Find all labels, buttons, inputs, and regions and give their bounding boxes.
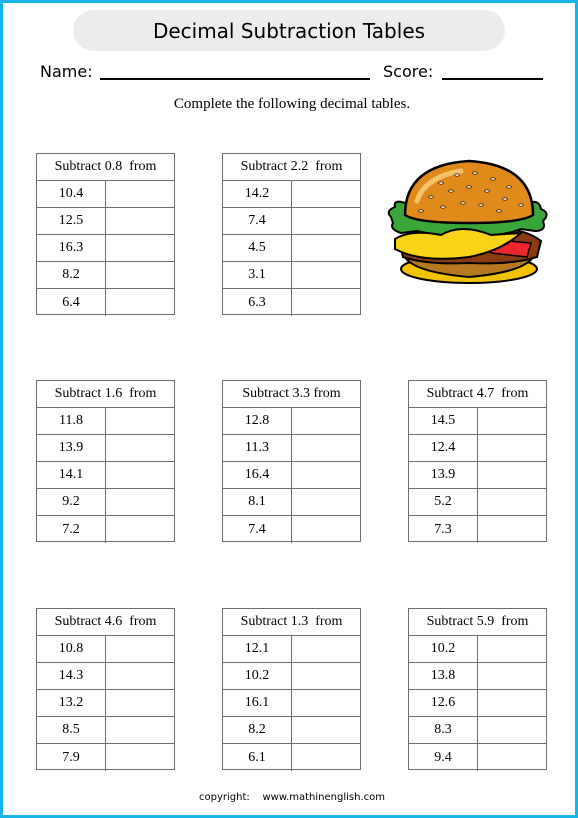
- answer-cell[interactable]: [106, 235, 174, 261]
- table-row: [223, 289, 360, 316]
- table-row: [223, 744, 360, 771]
- table-row: [223, 489, 360, 516]
- table-value: 13.2: [37, 690, 106, 716]
- table-row: [37, 262, 174, 289]
- table-row: [37, 636, 174, 663]
- score-field[interactable]: [442, 78, 543, 80]
- table-value: 12.6: [409, 690, 478, 716]
- table-row: [409, 435, 546, 462]
- table-row: [409, 636, 546, 663]
- subtraction-table: [36, 153, 175, 315]
- table-row: [37, 435, 174, 462]
- answer-cell[interactable]: [106, 435, 174, 461]
- table-value: 14.1: [37, 462, 106, 488]
- answer-cell[interactable]: [478, 690, 546, 716]
- answer-cell[interactable]: [106, 462, 174, 488]
- answer-cell[interactable]: [478, 516, 546, 543]
- table-row: [37, 408, 174, 435]
- answer-cell[interactable]: [478, 744, 546, 771]
- table-row: [409, 462, 546, 489]
- table-value: 14.3: [37, 663, 106, 689]
- answer-cell[interactable]: [292, 717, 360, 743]
- copyright-footer: copyright: www.mathinenglish.com: [199, 792, 385, 803]
- answer-cell[interactable]: [478, 489, 546, 515]
- answer-cell[interactable]: [292, 489, 360, 515]
- answer-cell[interactable]: [106, 663, 174, 689]
- subtraction-table: [36, 380, 175, 542]
- table-value: 12.4: [409, 435, 478, 461]
- table-row: [37, 663, 174, 690]
- answer-cell[interactable]: [478, 717, 546, 743]
- table-value: 6.1: [223, 744, 292, 771]
- table-row: [37, 462, 174, 489]
- table-value: 9.2: [37, 489, 106, 515]
- table-header: Subtract 1.6 from: [37, 381, 174, 408]
- answer-cell[interactable]: [292, 289, 360, 316]
- table-value: 13.9: [409, 462, 478, 488]
- table-value: 6.4: [37, 289, 106, 316]
- subtraction-table: [222, 608, 361, 770]
- table-row: [37, 289, 174, 316]
- instructions: Complete the following decimal tables.: [173, 96, 411, 112]
- table-row: [223, 636, 360, 663]
- table-row: [223, 690, 360, 717]
- table-value: 7.4: [223, 516, 292, 543]
- table-row: [409, 690, 546, 717]
- table-value: 13.9: [37, 435, 106, 461]
- answer-cell[interactable]: [106, 744, 174, 771]
- answer-cell[interactable]: [478, 435, 546, 461]
- table-value: 5.2: [409, 489, 478, 515]
- table-value: 14.5: [409, 408, 478, 434]
- table-row: [223, 235, 360, 262]
- table-row: [223, 435, 360, 462]
- table-value: 3.1: [223, 262, 292, 288]
- table-value: 13.8: [409, 663, 478, 689]
- table-row: [223, 262, 360, 289]
- table-value: 7.4: [223, 208, 292, 234]
- table-value: 4.5: [223, 235, 292, 261]
- table-value: 8.5: [37, 717, 106, 743]
- answer-cell[interactable]: [106, 408, 174, 434]
- answer-cell[interactable]: [292, 636, 360, 662]
- answer-cell[interactable]: [478, 663, 546, 689]
- table-value: 7.9: [37, 744, 106, 771]
- table-value: 8.2: [223, 717, 292, 743]
- table-header: Subtract 4.7 from: [409, 381, 546, 408]
- answer-cell[interactable]: [292, 181, 360, 207]
- answer-cell[interactable]: [292, 435, 360, 461]
- answer-cell[interactable]: [292, 690, 360, 716]
- table-value: 7.2: [37, 516, 106, 543]
- table-row: [409, 717, 546, 744]
- answer-cell[interactable]: [478, 636, 546, 662]
- name-field[interactable]: [100, 78, 370, 80]
- table-row: [223, 516, 360, 543]
- answer-cell[interactable]: [292, 208, 360, 234]
- table-value: 8.1: [223, 489, 292, 515]
- answer-cell[interactable]: [292, 408, 360, 434]
- table-value: 12.5: [37, 208, 106, 234]
- table-value: 8.2: [37, 262, 106, 288]
- table-value: 10.2: [409, 636, 478, 662]
- table-value: 10.2: [223, 663, 292, 689]
- table-row: [409, 408, 546, 435]
- table-row: [37, 208, 174, 235]
- answer-cell[interactable]: [292, 462, 360, 488]
- table-row: [223, 208, 360, 235]
- table-value: 12.1: [223, 636, 292, 662]
- answer-cell[interactable]: [106, 208, 174, 234]
- table-row: [37, 744, 174, 771]
- table-value: 16.1: [223, 690, 292, 716]
- answer-cell[interactable]: [106, 489, 174, 515]
- answer-cell[interactable]: [106, 289, 174, 316]
- table-value: 11.3: [223, 435, 292, 461]
- table-value: 10.4: [37, 181, 106, 207]
- table-value: 7.3: [409, 516, 478, 543]
- page-title: Decimal Subtraction Tables: [152, 18, 426, 43]
- score-label: Score:: [383, 62, 434, 81]
- table-value: 10.8: [37, 636, 106, 662]
- table-row: [37, 690, 174, 717]
- answer-cell[interactable]: [106, 717, 174, 743]
- answer-cell[interactable]: [106, 690, 174, 716]
- table-row: [223, 717, 360, 744]
- table-header: Subtract 1.3 from: [223, 609, 360, 636]
- table-row: [37, 235, 174, 262]
- table-row: [223, 408, 360, 435]
- answer-cell[interactable]: [106, 516, 174, 543]
- title-banner: [73, 10, 505, 51]
- hamburger-icon: [381, 153, 553, 295]
- subtraction-table: [222, 153, 361, 315]
- answer-cell[interactable]: [292, 663, 360, 689]
- table-row: [37, 717, 174, 744]
- table-row: [409, 516, 546, 543]
- subtraction-table: [36, 608, 175, 770]
- table-header: Subtract 3.3 from: [223, 381, 360, 408]
- table-value: 12.8: [223, 408, 292, 434]
- table-value: 14.2: [223, 181, 292, 207]
- table-value: 11.8: [37, 408, 106, 434]
- table-value: 16.4: [223, 462, 292, 488]
- answer-cell[interactable]: [106, 636, 174, 662]
- table-header: Subtract 4.6 from: [37, 609, 174, 636]
- table-row: [37, 516, 174, 543]
- table-row: [409, 663, 546, 690]
- subtraction-table: [222, 380, 361, 542]
- answer-cell[interactable]: [478, 462, 546, 488]
- table-value: 6.3: [223, 289, 292, 316]
- table-row: [409, 744, 546, 771]
- table-row: [223, 462, 360, 489]
- subtraction-table: [408, 380, 547, 542]
- name-label: Name:: [40, 62, 93, 81]
- table-value: 9.4: [409, 744, 478, 771]
- table-row: [223, 181, 360, 208]
- answer-cell[interactable]: [292, 262, 360, 288]
- answer-cell[interactable]: [106, 262, 174, 288]
- subtraction-table: [408, 608, 547, 770]
- answer-cell[interactable]: [292, 516, 360, 543]
- table-row: [37, 489, 174, 516]
- answer-cell[interactable]: [106, 181, 174, 207]
- table-row: [223, 663, 360, 690]
- table-header: Subtract 5.9 from: [409, 609, 546, 636]
- table-value: 16.3: [37, 235, 106, 261]
- table-value: 8.3: [409, 717, 478, 743]
- answer-cell[interactable]: [478, 408, 546, 434]
- table-header: Subtract 2.2 from: [223, 154, 360, 181]
- table-row: [37, 181, 174, 208]
- answer-cell[interactable]: [292, 744, 360, 771]
- answer-cell[interactable]: [292, 235, 360, 261]
- table-row: [409, 489, 546, 516]
- table-header: Subtract 0.8 from: [37, 154, 174, 181]
